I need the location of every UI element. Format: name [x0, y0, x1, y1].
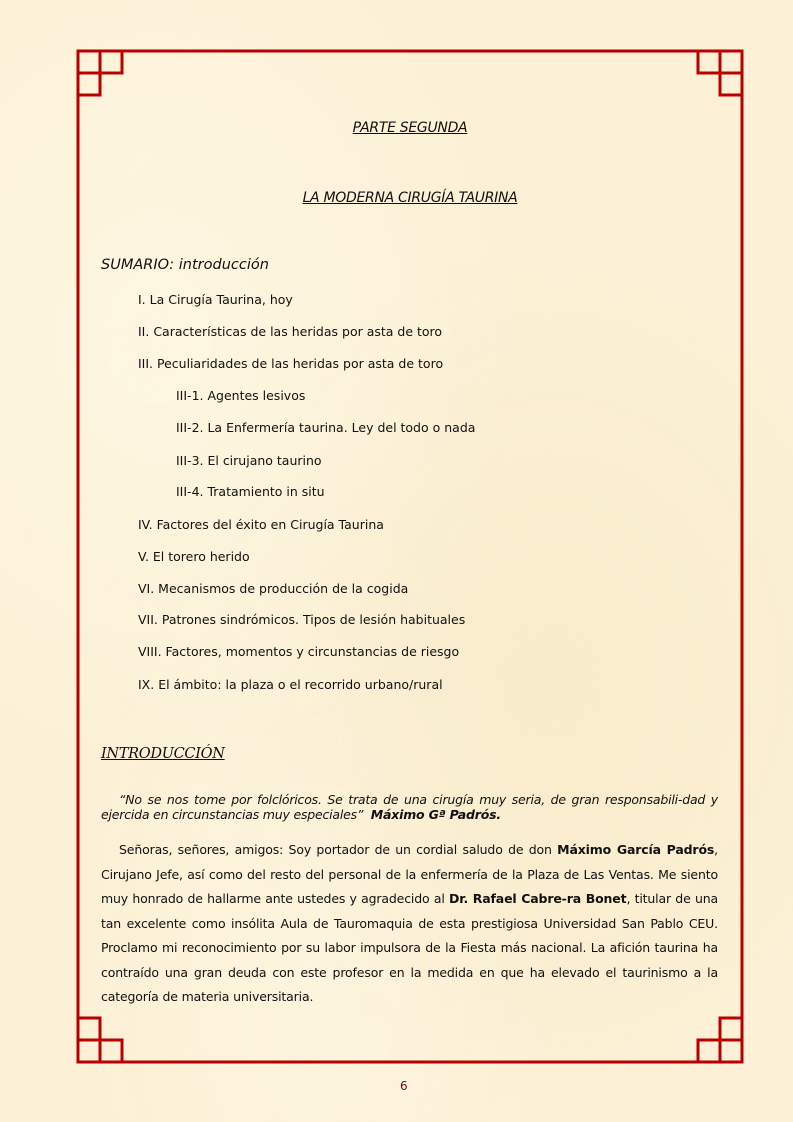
toc-item: V. El torero herido — [138, 549, 250, 564]
toc-item: VIII. Factores, momentos y circunstancias de riesgo — [138, 644, 460, 659]
corner-ornament-bottom-left — [78, 1018, 122, 1062]
toc-item: IV. Factores del éxito en Cirugía Taurina — [138, 517, 384, 532]
toc-item: III-1. Agentes lesivos — [176, 388, 306, 403]
toc-item: VI. Mecanismos de producción de la cogida — [138, 581, 409, 596]
toc-item: I. La Cirugía Taurina, hoy — [138, 292, 293, 307]
introduction-paragraph — [101, 838, 718, 1010]
introduction-heading: INTRODUCCIÓN — [101, 746, 225, 762]
bold-name: Dr. Rafael Cabre-ra Bonet — [449, 891, 627, 906]
bold-name: Máximo García Padrós — [557, 842, 715, 857]
chapter-title: LA MODERNA CIRUGÍA TAURINA — [302, 190, 518, 206]
corner-ornament-top-right — [698, 51, 742, 95]
corner-ornament-bottom-right — [698, 1018, 742, 1062]
epigraph-quote — [101, 792, 718, 822]
toc-item: III-3. El cirujano taurino — [176, 453, 322, 468]
summary-label: SUMARIO: introducción — [101, 257, 269, 273]
toc-item: III. Peculiaridades de las heridas por asta de toro — [138, 356, 444, 371]
corner-ornament-top-left — [78, 51, 122, 95]
toc-item: III-4. Tratamiento in situ — [176, 484, 325, 499]
toc-item: II. Características de las heridas por asta de toro — [138, 324, 443, 339]
quote-author: Máximo Gª Padrós. — [370, 807, 501, 822]
toc-item: III-2. La Enfermería taurina. Ley del todo o nada — [176, 420, 476, 435]
paragraph-text: , titular de una tan excelente como insólita Aula de Tauromaquia de esta prestigiosa Universidad San Pablo CEU. Proclamo mi reconocimiento por su labor impulsora de la Fiesta más nacional. La afición taurina ha contraído una gran deuda con este profesor en la medida en que ha elevado el taurinismo a la categoría de materia universitaria. — [101, 891, 718, 1004]
toc-item: VII. Patrones sindrómicos. Tipos de lesión habituales — [138, 612, 466, 627]
paragraph-text: , Cirujano Jefe, así como del resto del personal de la enfermería de la Plaza de Las Ventas. Me siento muy honrado de hallarme ante ustedes y agradecido al — [101, 842, 718, 906]
paragraph-text: Señoras, señores, amigos: Soy portador de un cordial saludo de don — [119, 842, 558, 857]
part-title: PARTE SEGUNDA — [352, 120, 468, 136]
toc-item: IX. El ámbito: la plaza o el recorrido urbano/rural — [138, 677, 443, 692]
quote-text: “No se nos tome por folclóricos. Se trata de una cirugía muy seria, de gran responsabili-dad y ejercida en circunstancias muy especiales” — [101, 792, 718, 822]
page-number: 6 — [400, 1079, 408, 1093]
